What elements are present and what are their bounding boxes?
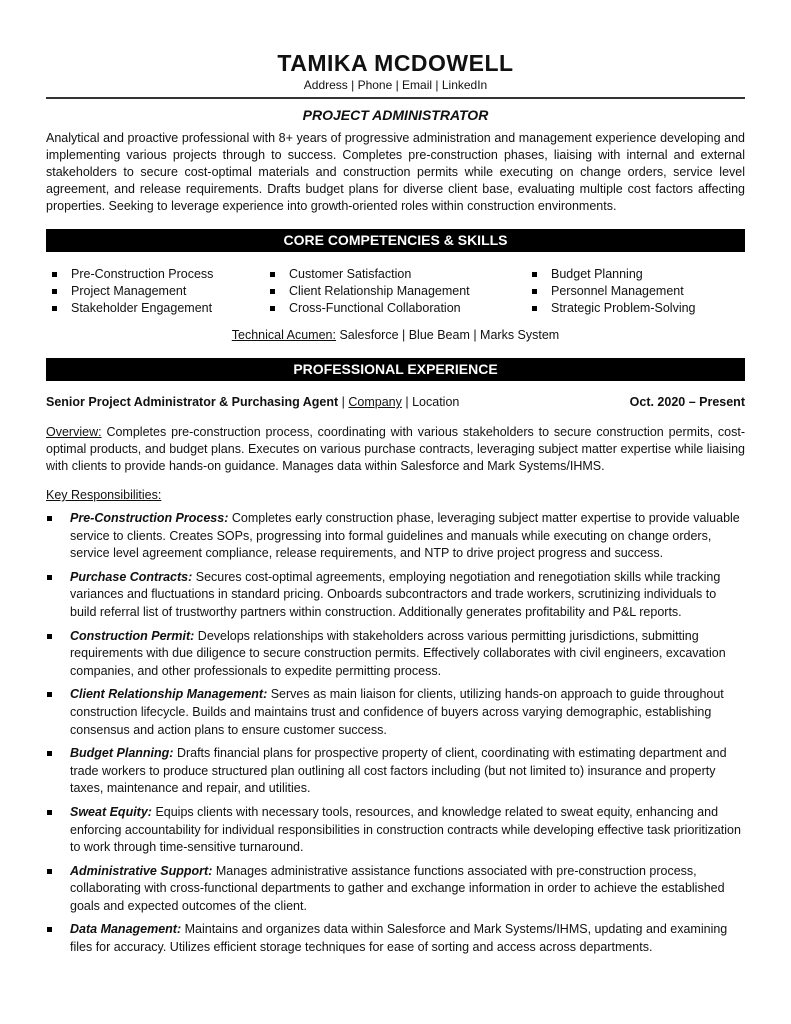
responsibility-label: Budget Planning: (70, 746, 174, 761)
candidate-name: TAMIKA MCDOWELL (277, 50, 514, 76)
list-item (46, 745, 745, 798)
overview-label: Overview: (46, 425, 102, 439)
technical-acumen (46, 327, 745, 344)
role-location: | Location (401, 395, 460, 409)
skill-item: Stakeholder Engagement (46, 300, 264, 317)
professional-summary: Analytical and proactive professional with 8+ years of progressive administration and management experience developing and implementing various projects through to success. Completes pre-construction phases, liaising with internal and external stakeholders to secure cost-optimal materials and construction permits while executing on change orders, service level agreement, and release requirements. Drafts budget plans for diverse client base, evaluating multiple cost factors affecting properties. Seeking to leverage experience into growth-oriented roles within construction environments. (46, 131, 745, 213)
skill-item: Pre-Construction Process (46, 266, 264, 283)
skill-item: Budget Planning (526, 266, 745, 283)
role-title: Senior Project Administrator & Purchasing Agent (46, 395, 339, 409)
responsibility-text: Develops relationships with stakeholders across various permitting jurisdictions, submitting requirements with due diligence to secure construction permits. Effectively collaborates with civil engineers, excavation companies, and other professionals to expedite permitting process. (70, 628, 726, 678)
responsibility-label: Data Management: (70, 922, 182, 937)
responsibility-label: Pre-Construction Process: (70, 511, 229, 525)
responsibility-label: Construction Permit: (70, 628, 195, 643)
key-responsibilities-heading: Key Responsibilities: (46, 488, 162, 502)
responsibility-label: Administrative Support: (70, 863, 213, 878)
skills-section-heading: CORE COMPETENCIES & SKILLS (46, 229, 745, 252)
skill-item: Strategic Problem-Solving (526, 300, 745, 317)
contact-line: Address | Phone | Email | LinkedIn (303, 78, 488, 92)
role-dates: Oct. 2020 – Present (629, 395, 745, 409)
skills-column-1 (46, 266, 264, 317)
responsibility-text: Maintains and organizes data within Salesforce and Mark Systems/IHMS, updating and examining files for accuracy. Utilizes efficient storage techniques for ease of sorting and access across departments. (70, 922, 728, 955)
list-item (46, 863, 745, 916)
role-info (46, 394, 459, 411)
technical-acumen-value: Salesforce | Blue Beam | Marks System (335, 328, 560, 342)
skill-item: Personnel Management (526, 283, 745, 300)
responsibility-text: Manages administrative assistance functions associated with pre-construction process, collaborating with cross-functional departments to gather and exchange information in order to achieve the established goals and expected outcomes of the client. (70, 863, 725, 913)
responsibilities-list (46, 510, 745, 957)
responsibility-text: Completes early construction phase, leveraging subject matter expertise to provide valuable service to clients. Creates SOPs, progressing into formal guidelines and manuals while executing on change orders, service level agreement compliance, release requirements, and NTP to drive project progress and success. (70, 511, 740, 561)
skill-item: Project Management (46, 283, 264, 300)
list-item (46, 628, 745, 681)
role-overview (46, 424, 745, 475)
skill-item: Customer Satisfaction (264, 266, 526, 283)
list-item (46, 804, 745, 857)
responsibility-text: Equips clients with necessary tools, resources, and knowledge related to sweat equity, enhancing and enforcing accountability for individual responsibilities in construction contracts while developing effective task prioritization to work through time-sensitive turnaround. (70, 804, 741, 855)
skills-grid (46, 266, 745, 317)
experience-section-heading: PROFESSIONAL EXPERIENCE (46, 358, 745, 381)
list-item (46, 569, 745, 622)
responsibility-text: Secures cost-optimal agreements, employing negotiation and renegotiation skills while tracking variances and fluctuations in standard pricing. Onboards subcontractors and trade workers, scrutinizing individuals to build referral list of trustworthy partners within construction. Additionally generates profitability and P&L reports. (70, 569, 721, 619)
overview-text: Completes pre-construction process, coordinating with various stakeholders to secure construction permits, cost-optimal products, and budget plans. Executes on various purchase contracts, leveraging subject matter expertise while liaising with clients to provide hands-on guidance. Manages data within Salesforce and Mark Systems/IHMS. (46, 425, 745, 473)
responsibility-label: Purchase Contracts: (70, 569, 193, 584)
list-item (46, 921, 745, 956)
skill-item: Client Relationship Management (264, 283, 526, 300)
skills-column-2 (264, 266, 526, 317)
role-separator: | (338, 395, 349, 409)
skill-item: Cross-Functional Collaboration (264, 300, 526, 317)
role-header (46, 394, 745, 411)
list-item (46, 686, 745, 739)
responsibility-text: Serves as main liaison for clients, utilizing hands-on approach to guide throughout construction lifecycle. Builds and maintains trust and confidence of buyers across varying demographic, establishing consensus and action plans to ensure customer success. (70, 687, 724, 737)
responsibility-text: Drafts financial plans for prospective property of client, coordinating with estimating department and trade workers to produce structured plan outlining all cost factors including (but not limited to) insurance and property taxes, maintenance and repair, and utilities. (70, 746, 727, 796)
company-name: Company (348, 395, 402, 409)
responsibility-label: Client Relationship Management: (70, 687, 268, 702)
list-item (46, 510, 745, 563)
target-job-title: PROJECT ADMINISTRATOR (302, 107, 489, 123)
technical-acumen-label: Technical Acumen: (231, 328, 336, 342)
header-divider (46, 97, 745, 99)
responsibility-label: Sweat Equity: (70, 804, 152, 819)
skills-column-3 (526, 266, 745, 317)
